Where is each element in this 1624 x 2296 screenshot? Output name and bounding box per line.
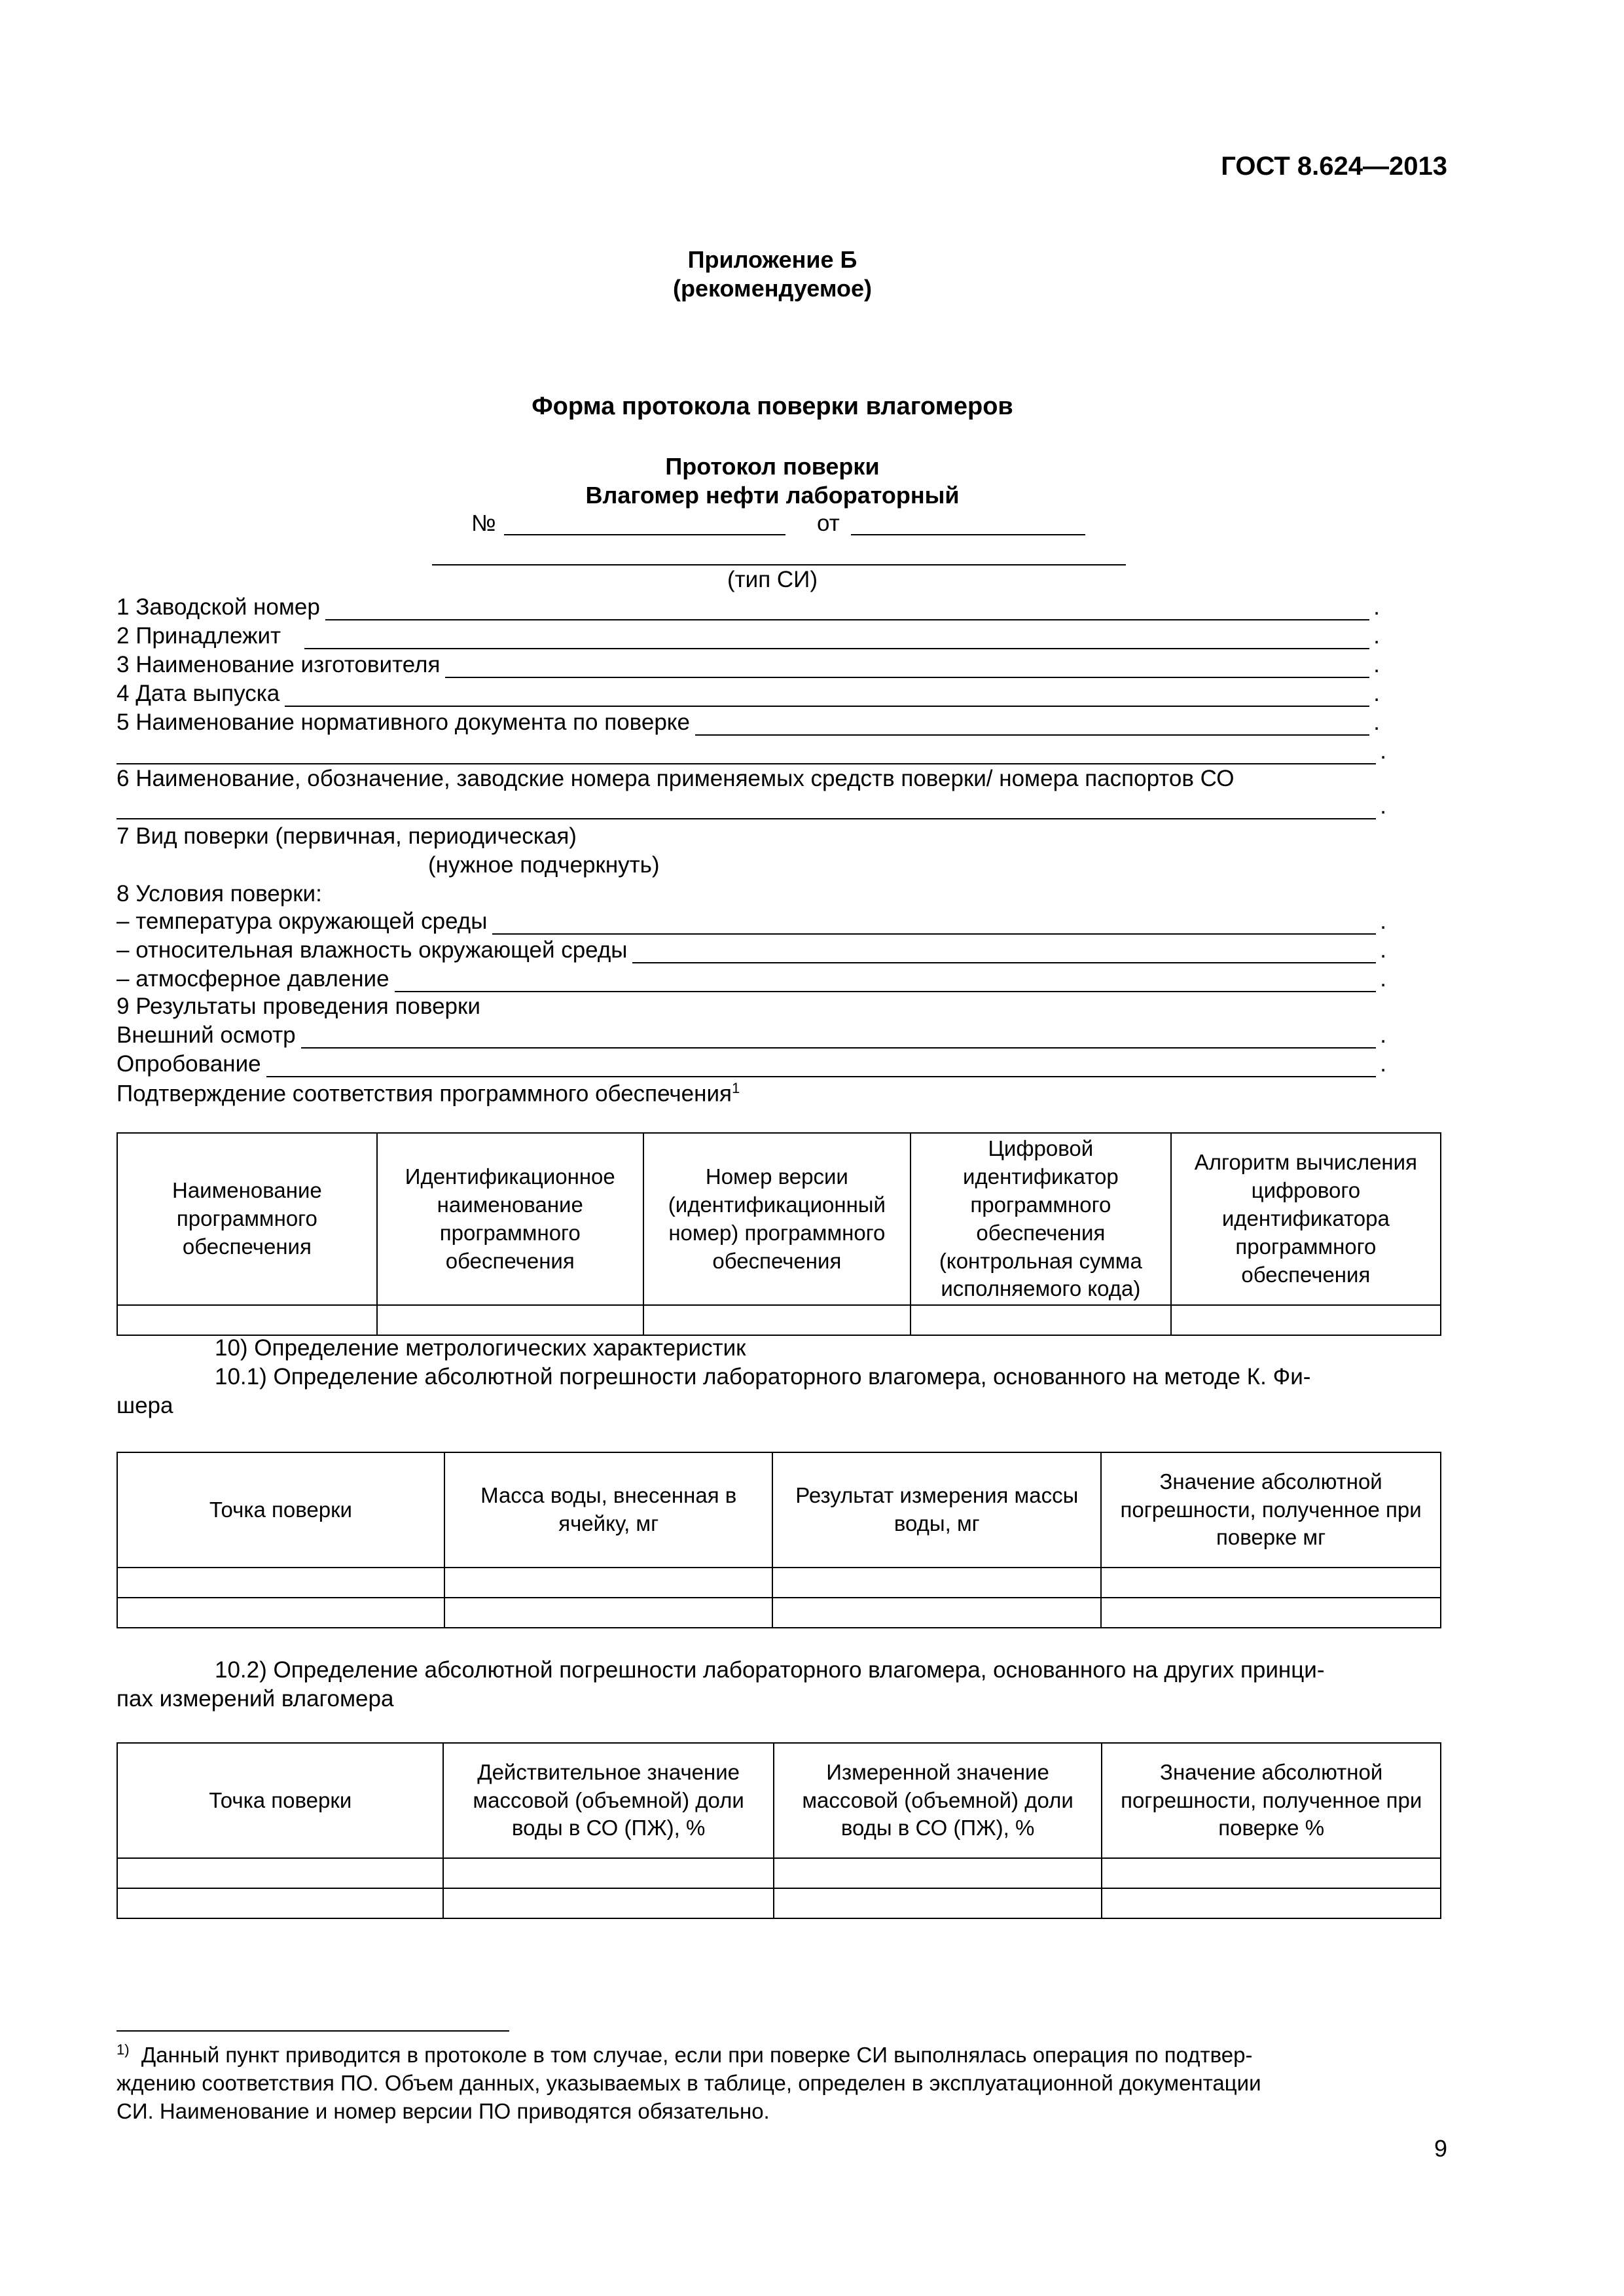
table-header-cell: Идентификационное наименование программного обеспечения — [377, 1133, 643, 1305]
table-row — [117, 1598, 1441, 1628]
table-header-cell: Точка поверки — [117, 1743, 443, 1858]
fischer-method-table — [117, 1452, 1441, 1628]
field-label: – температура окружающей среды — [117, 908, 488, 934]
table-cell[interactable] — [1171, 1305, 1441, 1335]
result-testing: Опробование . — [117, 1051, 1386, 1077]
device-type-caption: (тип СИ) — [727, 567, 818, 592]
page-number: 9 — [1434, 2135, 1447, 2162]
table-cell[interactable] — [772, 1598, 1101, 1628]
section10-1-line1: 10.1) Определение абсолютной погрешности лабораторного влагомера, основанного на методе К. Фи- — [215, 1364, 1311, 1390]
table-cell[interactable] — [117, 1858, 443, 1888]
table-header-cell: Цифровой идентификатор программного обеспечения (контрольная сумма исполняемого кода) — [911, 1133, 1171, 1305]
table-header-row — [117, 1743, 1441, 1858]
table-cell[interactable] — [643, 1305, 911, 1335]
field-label: Внешний осмотр — [117, 1022, 296, 1048]
field-manufacturer: 3 Наименование изготовителя . — [117, 652, 1380, 677]
field-owner: 2 Принадлежит . — [117, 623, 1380, 649]
condition-humidity: – относительная влажность окружающей среды . — [117, 937, 1386, 963]
table-header-cell: Алгоритм вычисления цифрового идентификатора программного обеспечения — [1171, 1133, 1441, 1305]
field-label: – относительная влажность окружающей среды — [117, 937, 628, 963]
software-table — [117, 1132, 1441, 1336]
table-cell[interactable] — [117, 1305, 377, 1335]
table-header-cell: Номер версии (идентификационный номер) программного обеспечения — [643, 1133, 911, 1305]
field-serial-number: 1 Заводской номер . — [117, 594, 1380, 620]
table-cell[interactable] — [911, 1305, 1171, 1335]
number-field[interactable] — [504, 534, 785, 535]
field-label: 1 Заводской номер — [117, 594, 320, 620]
other-methods-table — [117, 1742, 1441, 1919]
table-cell[interactable] — [1102, 1888, 1441, 1918]
table-header-row — [117, 1452, 1441, 1568]
protocol-number-row — [471, 511, 1087, 541]
table-cell[interactable] — [117, 1568, 444, 1598]
table-header-cell: Наименование программного обеспечения — [117, 1133, 377, 1305]
table-header-cell: Значение абсолютной погрешности, полученное при поверке % — [1102, 1743, 1441, 1858]
field-label: 5 Наименование нормативного документа по поверке — [117, 709, 690, 735]
field-input[interactable] — [632, 940, 1376, 963]
section10-2-line1: 10.2) Определение абсолютной погрешности лабораторного влагомера, основанного на других принци- — [215, 1657, 1325, 1683]
table-cell[interactable] — [1101, 1568, 1441, 1598]
field-results-label: 9 Результаты проведения поверки — [117, 994, 480, 1019]
field-label: 3 Наименование изготовителя — [117, 652, 441, 677]
field-normative-document: 5 Наименование нормативного документа по поверке . — [117, 709, 1380, 735]
field-input[interactable] — [445, 655, 1369, 678]
field-input[interactable] — [304, 626, 1369, 649]
field-input[interactable] — [492, 911, 1376, 935]
number-label: № — [471, 511, 496, 536]
table-header-cell: Значение абсолютной погрешности, полученное при поверке мг — [1101, 1452, 1441, 1568]
field-input[interactable] — [325, 597, 1369, 620]
field-input[interactable] — [117, 741, 1376, 764]
field-input[interactable] — [301, 1025, 1377, 1049]
table-cell[interactable] — [444, 1598, 773, 1628]
field-input[interactable] — [117, 796, 1376, 819]
condition-temperature: – температура окружающей среды . — [117, 908, 1386, 934]
field-verification-type-label: 7 Вид поверки (первичная, периодическая) — [117, 823, 577, 849]
footnote-divider — [117, 2030, 509, 2032]
table-cell[interactable] — [774, 1888, 1102, 1918]
table-cell[interactable] — [443, 1888, 773, 1918]
table-header-cell: Результат измерения массы воды, мг — [772, 1452, 1101, 1568]
software-confirmation-label: Подтверждение соответствия программного обеспечения$^1$ — [117, 1080, 740, 1107]
table-cell[interactable] — [772, 1568, 1101, 1598]
table-header-cell: Действительное значение массовой (объемной) доли воды в СО (ПЖ), % — [443, 1743, 773, 1858]
table-cell[interactable] — [444, 1568, 773, 1598]
table-row — [117, 1305, 1441, 1335]
condition-pressure: – атмосферное давление . — [117, 966, 1386, 992]
field-normative-document-continued: . — [117, 738, 1386, 764]
result-visual-inspection: Внешний осмотр . — [117, 1022, 1386, 1048]
table-row — [117, 1568, 1441, 1598]
footnote: $^{1)}$ Данный пункт приводится в протоколе в том случае, если при поверке СИ выполнялась операция по подтвер- ждению соответствия ПО. Объем данных, указываемых в таблице, определен в эксплуатационной документации СИ. Наименование и номер версии ПО приводятся обязательно. — [117, 2041, 1261, 2123]
device-type-field[interactable] — [432, 564, 1126, 565]
table-cell[interactable] — [117, 1598, 444, 1628]
table-cell[interactable] — [377, 1305, 643, 1335]
field-label: 2 Принадлежит — [117, 623, 281, 649]
field-verification-type-hint: (нужное подчеркнуть) — [428, 852, 660, 878]
field-verification-means-label: 6 Наименование, обозначение, заводские номера применяемых средств поверки/ номера паспортов СО — [117, 766, 1235, 791]
table-cell[interactable] — [1102, 1858, 1441, 1888]
date-label: от — [817, 511, 840, 536]
field-label: – атмосферное давление — [117, 966, 389, 992]
appendix-title: Приложение Б — [687, 246, 857, 273]
table-header-cell: Измеренной значение массовой (объемной) доли воды в СО (ПЖ), % — [774, 1743, 1102, 1858]
protocol-device: Влагомер нефти лабораторный — [585, 482, 960, 509]
field-input[interactable] — [266, 1054, 1377, 1077]
table-cell[interactable] — [1101, 1598, 1441, 1628]
document-standard-code: ГОСТ 8.624—2013 — [1221, 152, 1447, 181]
field-conditions-label: 8 Условия поверки: — [117, 881, 322, 906]
footnote-marker: 1) — [117, 2041, 130, 2058]
section10-1-line2: шера — [117, 1393, 173, 1418]
field-input[interactable] — [285, 683, 1369, 707]
protocol-title: Протокол поверки — [665, 453, 880, 480]
field-verification-means: . — [117, 793, 1386, 819]
section10-title: 10) Определение метрологических характеристик — [215, 1335, 746, 1361]
table-cell[interactable] — [117, 1888, 443, 1918]
table-row — [117, 1888, 1441, 1918]
table-header-row — [117, 1133, 1441, 1305]
section10-2-line2: пах измерений влагомера — [117, 1686, 394, 1712]
table-cell[interactable] — [774, 1858, 1102, 1888]
footnote-ref: 1 — [731, 1080, 740, 1096]
field-input[interactable] — [695, 712, 1369, 736]
form-title: Форма протокола поверки влагомеров — [532, 393, 1013, 420]
date-field[interactable] — [851, 534, 1085, 535]
appendix-subtitle: (рекомендуемое) — [673, 275, 872, 302]
field-label: Опробование — [117, 1051, 261, 1077]
table-header-cell: Точка поверки — [117, 1452, 444, 1568]
field-release-date: 4 Дата выпуска . — [117, 681, 1380, 706]
field-input[interactable] — [395, 969, 1377, 992]
field-label: 4 Дата выпуска — [117, 681, 280, 706]
table-cell[interactable] — [443, 1858, 773, 1888]
table-row — [117, 1858, 1441, 1888]
table-header-cell: Масса воды, внесенная в ячейку, мг — [444, 1452, 773, 1568]
